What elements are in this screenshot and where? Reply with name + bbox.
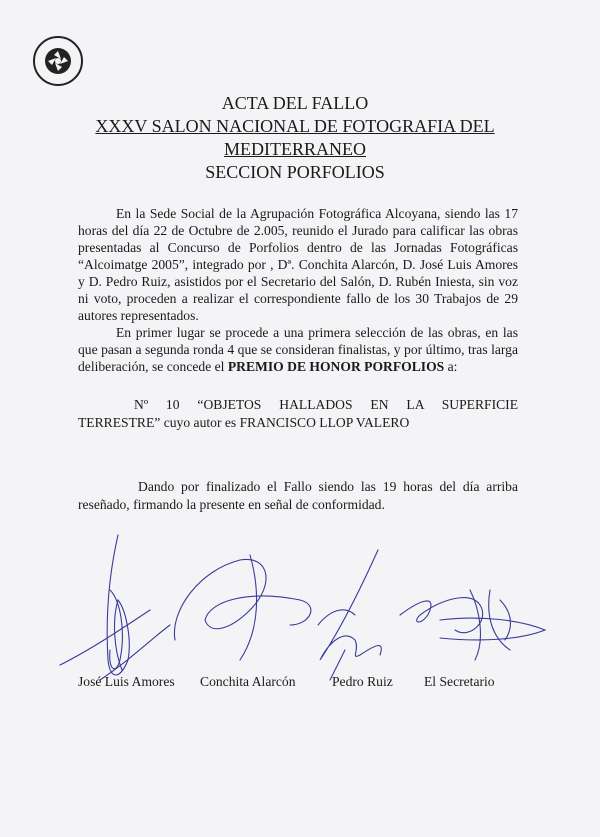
paragraph-2-text: En primer lugar se procede a una primera selección de las obras, en las que pasan a segunda ronda 4 que se consideran finalistas, y por último, tras larga deliberación, se concede el: [78, 325, 518, 374]
document-heading: [60, 92, 530, 184]
club-logo-icon: [32, 35, 84, 87]
signatory-4: El Secretario: [424, 674, 495, 689]
award-line-1: Nº 10 “OBJETOS HALLADOS EN LA SUPERFICIE: [134, 397, 518, 412]
closing-paragraph: [78, 478, 518, 514]
paragraph-1: En la Sede Social de la Agrupación Fotográfica Alcoyana, siendo las 17 horas del día 22 de Octubre de 2.005, reunido el Jurado para calificar las obras presentadas al Concurso de Porfolios dentro de las Jornadas Fotográficas “Alcoimatge 2005”, integrado por , Dª. Conchita Alarcón, D. José Luis Amores y D. Pedro Ruiz, asistidos por el Secretario del Salón, D. Rubén Iniesta, sin voz ni voto, proceden a realizar el correspondiente fallo de los 30 Trabajos de 29 autores representados.: [78, 206, 518, 323]
signatory-1: José Luis Amores: [78, 674, 175, 689]
heading-line-3: MEDITERRANEO: [224, 139, 366, 159]
closing-text: Dando por finalizado el Fallo siendo las 19 horas del día arriba reseñado, firmando la presente en señal de conformidad.: [78, 479, 518, 512]
award-line-2: TERRESTRE” cuyo autor es FRANCISCO LLOP VALERO: [78, 415, 410, 430]
paragraph-2: [78, 324, 518, 375]
signatory-2: Conchita Alarcón: [200, 674, 296, 689]
paragraph-2-end: a:: [444, 359, 458, 374]
award-entry: [78, 396, 518, 432]
heading-line-1: ACTA DEL FALLO: [221, 93, 369, 113]
award-title: PREMIO DE HONOR PORFOLIOS: [227, 359, 445, 374]
heading-line-2: XXXV SALON NACIONAL DE FOTOGRAFIA DEL: [95, 116, 495, 136]
signatory-3: Pedro Ruiz: [332, 674, 393, 689]
heading-line-4: SECCION PORFOLIOS: [205, 162, 385, 182]
document-body: [78, 205, 518, 375]
